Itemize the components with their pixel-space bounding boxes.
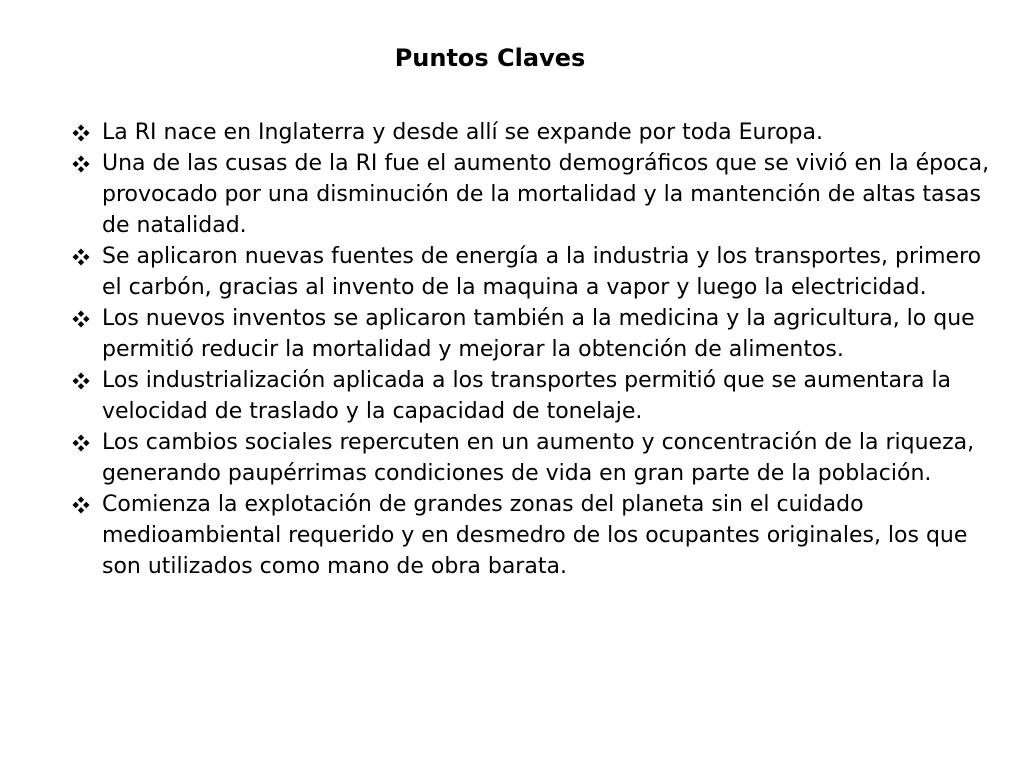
four-diamond-bullet-icon [72, 124, 90, 142]
list-item [72, 241, 992, 303]
key-points-list [72, 117, 992, 582]
slide-title: Puntos Claves [394, 44, 586, 72]
four-diamond-bullet-icon [72, 248, 90, 266]
list-item [72, 489, 992, 582]
four-diamond-bullet-icon [72, 372, 90, 390]
list-item [72, 303, 992, 365]
four-diamond-bullet-icon [72, 310, 90, 328]
four-diamond-bullet-icon [72, 434, 90, 452]
bullet-text: Los nuevos inventos se aplicaron también a la medicina y la agricultura, lo que permitió reducir la mortalidad y mejorar la obtención de alimentos. [102, 306, 975, 362]
bullet-text: Una de las cusas de la RI fue el aumento demográficos que se vivió en la época, provocado por una disminución de la mortalidad y la mantención de altas tasas de natalidad. [102, 151, 990, 238]
four-diamond-bullet-icon [72, 496, 90, 514]
bullet-text: Los cambios sociales repercuten en un aumento y concentración de la riqueza, generando paupérrimas condiciones de vida en gran parte de la población. [102, 430, 975, 486]
bullet-text: Comienza la explotación de grandes zonas del planeta sin el cuidado medioambiental requerido y en desmedro de los ocupantes originales, los que son utilizados como mano de obra barata. [102, 492, 968, 579]
bullet-text: Los industrialización aplicada a los transportes permitió que se aumentara la velocidad de traslado y la capacidad de tonelaje. [102, 368, 952, 424]
list-item [72, 148, 992, 241]
four-diamond-bullet-icon [72, 155, 90, 173]
list-item [72, 427, 992, 489]
bullet-text: La RI nace en Inglaterra y desde allí se expande por toda Europa. [102, 120, 823, 145]
list-item [72, 365, 992, 427]
list-item [72, 117, 992, 148]
bullet-text: Se aplicaron nuevas fuentes de energía a la industria y los transportes, primero el carbón, gracias al invento de la maquina a vapor y luego la electricidad. [102, 244, 982, 300]
